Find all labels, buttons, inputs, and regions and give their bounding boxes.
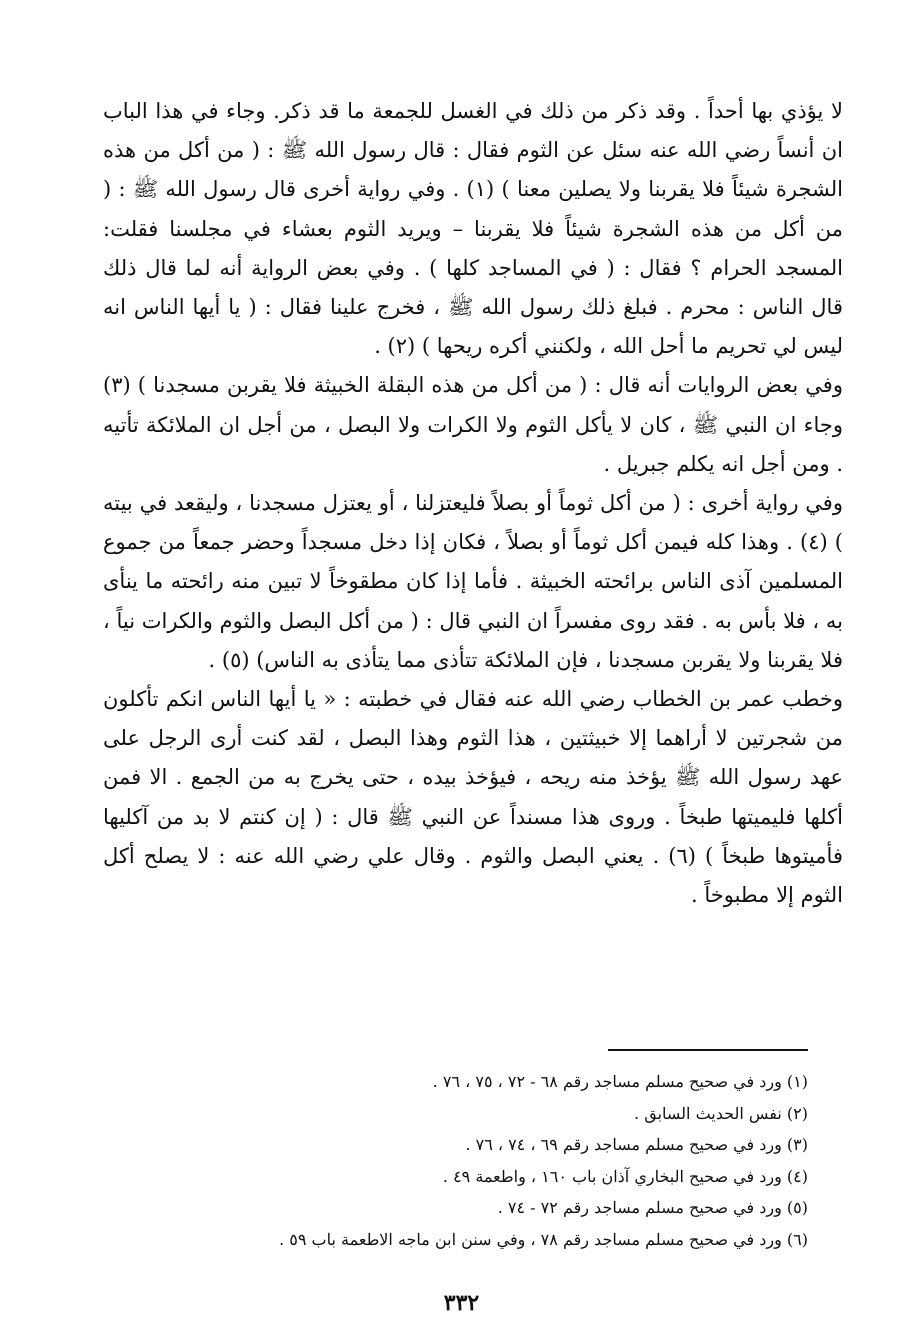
footnote-item: (٢) نفس الحديث السابق . (634, 1103, 808, 1123)
paragraph: وفي رواية أخرى : ( من أكل ثوماً أو بصلاً فليعتزلنا ، أو يعتزل مسجدنا ، وليقعد في بيته ) (٤) . وهذا كله فيمن أكل ثوماً أو بصلاً ، فكان إذا دخل مسجداً وحضر جمعاً من جموع المسلمين آذى الناس برائحته الخبيثة . فأما إذا كان مطقوخاً لا تبين منه رائحته ما ينأى به ، فلا بأس به . فقد روى مفسراً ان النبي قال : ( من أكل البصل والثوم والكرات نياً ، فلا يقربنا ولا يقربن مسجدنا ، فإن الملائكة تتأذى مما يتأذى به الناس) (٥) . (103, 491, 844, 672)
paragraph: وفي بعض الروايات أنه قال : ( من أكل من هذه البقلة الخبيثة فلا يقربن مسجدنا ) (٣) وجاء ان النبي ﷺ ، كان لا يأكل الثوم ولا الكرات ولا البصل ، من أجل ان الملائكة تأتيه . ومن أجل انه يكلم جبريل . (103, 373, 843, 476)
footnote-item: (٦) ورد في صحيح مسلم مساجد رقم ٧٨ ، وفي سنن ابن ماجه الاطعمة باب ٥٩ . (279, 1229, 808, 1249)
paragraph: لا يؤذي بها أحداً . وقد ذكر من ذلك في الغسل للجمعة ما قد ذكر. وجاء في هذا الباب ان أنساً رضي الله عنه سئل عن الثوم فقال : قال رسول الله ﷺ : ( من أكل من هذه الشجرة شيئاً فلا يقربنا ولا يصلين معنا ) (١) . وفي رواية أخرى قال رسول الله ﷺ : ( من أكل من هذه الشجرة شيئاً فلا يقربنا – ويريد الثوم بعشاء في مجلسنا فقلت: المسجد الحرام ؟ فقال : ( في المساجد كلها ) . وفي بعض الرواية أنه لما قال ذلك قال الناس : محرم . فبلغ ذلك رسول الله ﷺ ، فخرج علينا فقال : ( يا أيها الناس انه ليس لي تحريم ما أحل الله ، ولكنني أكره ريحها ) (٢) . (103, 99, 843, 359)
footnote-item: (٣) ورد في صحيح مسلم مساجد رقم ٦٩ ، ٧٤ ، ٧٦ . (465, 1135, 808, 1154)
main-text (103, 92, 843, 915)
paragraph: وخطب عمر بن الخطاب رضي الله عنه فقال في خطبته : « يا أيها الناس انكم تأكلون من شجرتين لا أراهما إلا خبيثتين ، هذا الثوم وهذا البصل ، لقد كنت أرى الرجل على عهد رسول الله ﷺ يؤخذ منه ريحه ، فيؤخذ بيده ، حتى يخرج به من الجمع . الا فمن أكلها فليميتها طبخاً . وروى هذا مسنداً عن النبي ﷺ قال : ( إن كنتم لا بد من آكليها فأميتوها طبخاً ) (٦) . يعني البصل والثوم . وقال علي رضي الله عنه : لا يصلح أكل الثوم إلا مطبوخاً . (103, 687, 843, 908)
footnote-item: (١) ورد في صحيح مسلم مساجد رقم ٦٨ - ٧٢ ، ٧٥ ، ٧٦ . (432, 1072, 808, 1091)
footnotes-list (118, 1066, 808, 1255)
page-number: ٣٣٢ (443, 1290, 480, 1316)
footnote-item: (٤) ورد في صحيح البخاري آذان باب ١٦٠ ، واطعمة ٤٩ . (442, 1166, 808, 1186)
footnote-item: (٥) ورد في صحيح مسلم مساجد رقم ٧٢ - ٧٤ . (497, 1198, 808, 1217)
footnote-divider (608, 1049, 808, 1051)
